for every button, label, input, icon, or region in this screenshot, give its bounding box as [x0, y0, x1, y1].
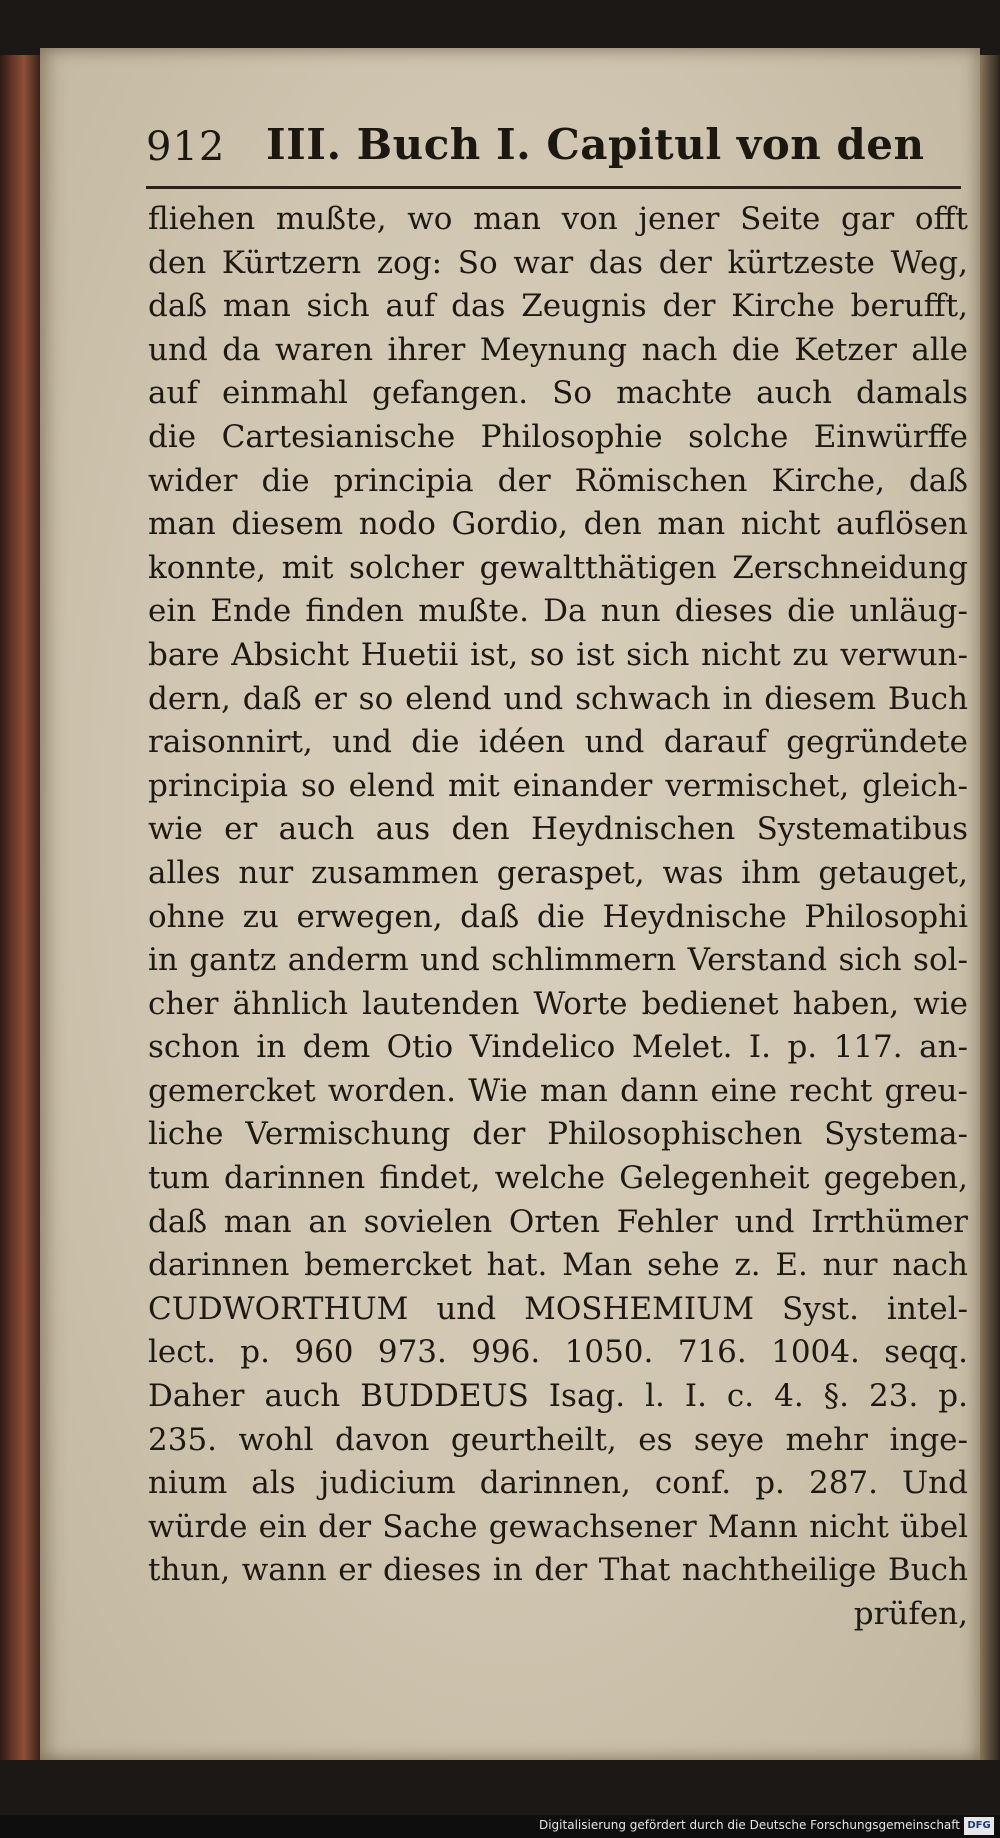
body-text	[148, 198, 968, 1637]
text-line: darinnen bemercket hat. Man sehe z. E. nur nach	[148, 1247, 968, 1284]
text-line: bare Absicht Huetii ist, so ist sich nicht zu verwun-	[148, 636, 968, 673]
text-line: auf einmahl gefangen. So machte auch damals	[148, 375, 968, 412]
text-line: in gantz anderm und schlimmern Verstand sich sol-	[148, 942, 968, 979]
text-line: 235. wohl davon geurtheilt, es seye mehr inge-	[148, 1421, 968, 1458]
text-line: liche Vermischung der Philosophischen Systema-	[148, 1116, 968, 1153]
text-line: man diesem nodo Gordio, den man nicht auflösen	[148, 506, 968, 543]
text-line: alles nur zusammen geraspet, was ihm getauget,	[148, 854, 968, 891]
text-line: die Cartesianische Philosophie solche Einwürffe	[148, 418, 968, 455]
text-line: daß man an sovielen Orten Fehler und Irrthümer	[148, 1203, 968, 1240]
page-header	[146, 120, 926, 180]
funding-credit: Digitalisierung gefördert durch die Deutsche Forschungsgemeinschaft	[538, 1818, 960, 1832]
book-binding-edge	[0, 55, 40, 1760]
text-line: Daher auch BUDDEUS Isag. l. I. c. 4. §. 23. p.	[148, 1378, 968, 1415]
text-line: thun, wann er dieses in der That nachtheilige Buch	[148, 1552, 968, 1589]
text-line: daß man sich auf das Zeugnis der Kirche berufft,	[148, 288, 968, 325]
text-line: prüfen,	[853, 1596, 968, 1632]
text-line: den Kürtzern zog: So war das der kürtzeste Weg,	[148, 244, 968, 281]
text-line: lect. p. 960 973. 996. 1050. 716. 1004. seqq.	[148, 1334, 968, 1371]
text-line: würde ein der Sache gewachsener Mann nicht übel	[148, 1508, 968, 1545]
header-rule	[146, 186, 961, 189]
text-line: dern, daß er so elend und schwach in diesem Buch	[148, 680, 968, 717]
text-line: cher ähnlich lautenden Worte bedienet haben, wie	[148, 985, 968, 1022]
text-line: wie er auch aus den Heydnischen Systematibus	[148, 811, 968, 848]
text-line: schon in dem Otio Vindelico Melet. I. p. 117. an-	[148, 1029, 968, 1066]
running-head: III. Buch I. Capitul von den	[266, 120, 925, 169]
dfg-logo: DFG	[964, 1817, 994, 1835]
text-line: raisonnirt, und die idéen und darauf gegründete	[148, 724, 968, 761]
text-line: tum darinnen findet, welche Gelegenheit gegeben,	[148, 1160, 968, 1197]
text-line: und da waren ihrer Meynung nach die Ketzer alle	[148, 331, 968, 368]
text-line: gemercket worden. Wie man dann eine recht greu-	[148, 1072, 968, 1109]
text-line: nium als judicium darinnen, conf. p. 287. Und	[148, 1465, 968, 1502]
text-line: ohne zu erwegen, daß die Heydnische Philosophi	[148, 898, 968, 935]
page-number: 912	[146, 124, 226, 170]
text-line: konnte, mit solcher gewaltthätigen Zerschneidung	[148, 549, 968, 586]
text-line: ein Ende finden mußte. Da nun dieses die unläug-	[148, 593, 968, 630]
text-line: fliehen mußte, wo man von jener Seite gar offt	[148, 201, 968, 237]
text-line: CUDWORTHUM und MOSHEMIUM Syst. intel-	[148, 1290, 968, 1327]
digitization-footer	[0, 1815, 1000, 1838]
text-line: principia so elend mit einander vermischet, gleich-	[148, 767, 968, 804]
text-line: wider die principia der Römischen Kirche, daß	[148, 462, 968, 499]
